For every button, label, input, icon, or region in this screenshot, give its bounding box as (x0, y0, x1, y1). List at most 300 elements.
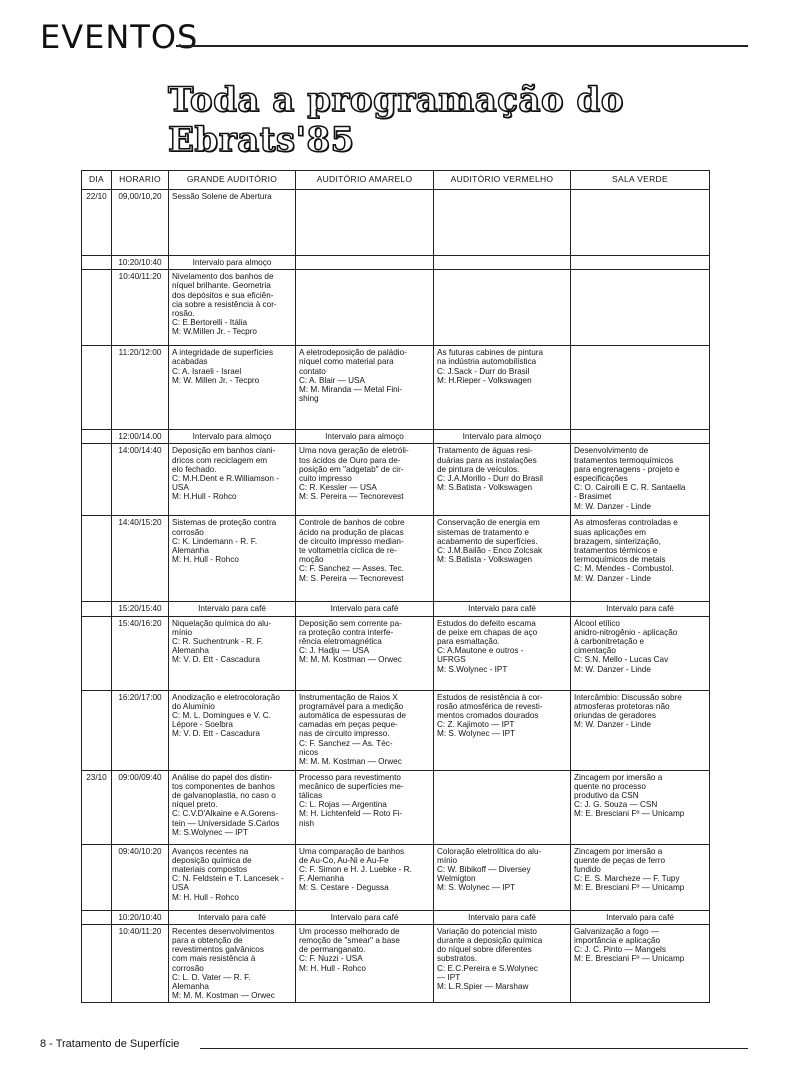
session-line: USA (172, 483, 189, 493)
session-cell-verde (571, 770, 710, 844)
session-line: rosão atmosférica de revesti- (437, 701, 543, 711)
session-line: corrosão (172, 963, 204, 973)
session-line: Sistemas de proteção contra (172, 518, 277, 528)
session-line: mínio (172, 627, 193, 637)
time-cell: 10:20/10:40 (112, 910, 169, 924)
section-rule (176, 45, 748, 47)
session-line: substratos. (437, 954, 478, 964)
day-cell (82, 690, 112, 770)
session-line: M: E. Bresciani Fº — Unicamp (574, 809, 685, 819)
session-line: cimentação (574, 646, 616, 656)
session-line: C: M. L. Domingues e V. C. (172, 710, 271, 720)
session-line: Tratamento de águas resi- (437, 446, 533, 456)
session-cell-vermelho (434, 190, 571, 256)
session-line: para esmaltação. (437, 636, 500, 646)
session-cell-verde (571, 616, 710, 690)
session-line: Deposição em banhos ciani- (172, 446, 276, 456)
session-cell-verde (571, 844, 710, 910)
time-cell: 10:40/11:20 (112, 924, 169, 1003)
session-cell-amarelo (296, 190, 434, 256)
session-line: M: S. Pereira — Tecnorevest (299, 492, 404, 502)
session-line: Intervalo para almoço (462, 432, 542, 442)
session-line: Intervalo para café (468, 604, 536, 614)
table-row (82, 430, 710, 444)
session-line: de circuito impresso median- (299, 536, 404, 546)
session-line: tos ácidos de Ouro para de- (299, 455, 401, 465)
session-line: tálicas (299, 790, 323, 800)
session-line: C: E.C.Pereira e S.Wolynec (437, 963, 538, 973)
session-line: quente de peças de ferro (574, 855, 666, 865)
session-cell-vermelho (434, 270, 571, 346)
session-cell-verde (571, 444, 710, 516)
session-line: tos componentes de banhos (172, 781, 275, 791)
session-line: Nivelamento dos banhos de (172, 272, 274, 282)
session-cell-vermelho (434, 430, 571, 444)
session-cell-vermelho (434, 444, 571, 516)
session-line: C: F. Sanchez — As. Téc- (299, 738, 393, 748)
session-line: suas aplicações em (574, 527, 646, 537)
session-cell-grande (169, 616, 296, 690)
footer-text: 8 - Tratamento de Superfície (40, 1038, 180, 1050)
session-line: Análise do papel dos distin- (172, 772, 273, 782)
session-line: cia sobre a resistência à cor- (172, 299, 277, 309)
session-line: M: S.Wolynec - IPT (437, 664, 508, 674)
session-line: Um processo melhorado de (299, 926, 400, 936)
session-line: M: V. D. Ett - Cascadura (172, 655, 260, 665)
session-line: materiais compostos (172, 864, 248, 874)
session-line: contato (299, 366, 326, 376)
session-line: Sessão Solene de Abertura (172, 192, 272, 201)
day-cell (82, 844, 112, 910)
session-line: M: M. M. Kostman — Orwec (299, 655, 402, 665)
session-cell-amarelo (296, 910, 434, 924)
session-line: posição em "adgetab" de cir- (299, 464, 404, 474)
session-line: shing (299, 394, 319, 404)
schedule-table (81, 170, 710, 1003)
session-line: C: S.N. Mello - Lucas Cav (574, 655, 669, 665)
time-cell: 10:40/11:20 (112, 270, 169, 346)
session-line: oriundas de geradores (574, 710, 656, 720)
session-line: do Alumínio (172, 701, 215, 711)
day-cell (82, 924, 112, 1003)
session-cell-vermelho (434, 910, 571, 924)
session-line: Recentes desenvolvimentos (172, 926, 275, 936)
time-cell: 10:20/10:40 (112, 256, 169, 270)
session-line: M: M. Miranda — Metal Fini- (299, 384, 403, 394)
session-line: remoção de "smear" a base (299, 935, 400, 945)
day-cell (82, 346, 112, 430)
session-line: quente no processo (574, 781, 646, 791)
session-line: para a obtenção de (172, 935, 243, 945)
session-line: deposição química de (172, 855, 252, 865)
session-line: corrosão (172, 527, 204, 537)
day-cell: 23/10 (82, 770, 112, 844)
session-cell-vermelho (434, 770, 571, 844)
day-cell (82, 444, 112, 516)
session-line: C: W. Bibikoff — Diversey (437, 864, 531, 874)
table-row (82, 924, 710, 1003)
time-cell: 09:40/10:20 (112, 844, 169, 910)
session-line: M: W.Millen Jr. - Tecpro (172, 327, 257, 337)
time-cell: 09:00/09:40 (112, 770, 169, 844)
session-line: M: H.Hull - Rohco (172, 492, 237, 502)
session-cell-verde (571, 910, 710, 924)
session-line: automática de espessuras de (299, 710, 406, 720)
session-line: C: N. Feldstein e T. Lancesek - (172, 874, 284, 884)
time-cell: 12:00/14.00 (112, 430, 169, 444)
session-line: — IPT (437, 972, 461, 982)
session-line: M: M. M. Kostman — Orwec (299, 756, 402, 766)
session-line: Lépore - Soelbra (172, 720, 233, 730)
session-line: dos depósitos e sua eficiên- (172, 290, 274, 300)
session-line: ra proteção contra interfe- (299, 627, 394, 637)
session-line: de peixe em chapas de aço (437, 627, 538, 637)
session-cell-grande (169, 516, 296, 602)
session-line: Avanços recentes na (172, 846, 249, 856)
day-cell: 22/10 (82, 190, 112, 256)
session-cell-verde (571, 924, 710, 1003)
session-line: Alemanha (172, 981, 209, 991)
session-line: Processo para revestimento (299, 772, 401, 782)
session-cell-amarelo (296, 602, 434, 616)
session-line: de galvanoplastia, no caso o (172, 790, 276, 800)
page-title: Toda a programação do Ebrats'85 (168, 80, 624, 160)
session-line: Zincagem por imersão a (574, 772, 663, 782)
session-line: Intervalo para café (198, 604, 266, 614)
session-line: Uma nova geração de eletróli- (299, 446, 409, 456)
session-cell-amarelo (296, 616, 434, 690)
session-line: Controle de banhos de cobre (299, 518, 405, 528)
session-cell-vermelho (434, 516, 571, 602)
session-line: atmosferas protetoras não (574, 701, 670, 711)
session-cell-grande (169, 444, 296, 516)
day-cell (82, 430, 112, 444)
session-cell-vermelho (434, 924, 571, 1003)
session-line: M: S.Wolynec — IPT (172, 827, 248, 837)
session-line: M: S.Batista - Volkswagen (437, 555, 533, 565)
footer-rule (200, 1048, 748, 1049)
session-line: com mais resistência à (172, 954, 256, 964)
session-line: C: F. Nuzzi - USA (299, 954, 363, 964)
column-header-grande-auditorio: GRANDE AUDITÓRIO (169, 171, 296, 190)
session-cell-amarelo (296, 770, 434, 844)
session-cell-amarelo (296, 430, 434, 444)
session-cell-grande (169, 924, 296, 1003)
session-line: Estudos do defeito escama (437, 618, 536, 628)
session-line: M: W. Danzer - Linde (574, 573, 651, 583)
session-line: Intervalo para café (606, 604, 674, 614)
session-line: programável para a medição (299, 701, 404, 711)
session-cell-grande (169, 346, 296, 430)
session-line: C: R. Suchentrunk - R. F. (172, 636, 264, 646)
session-line: nicos (299, 747, 319, 757)
session-line: acabamento de superfícies. (437, 536, 538, 546)
table-row (82, 616, 710, 690)
section-header (40, 18, 748, 58)
session-cell-verde (571, 516, 710, 602)
column-header-horario: HORARIO (112, 171, 169, 190)
session-cell-amarelo (296, 516, 434, 602)
session-line: C: J. G. Souza — CSN (574, 800, 658, 810)
session-cell-grande (169, 844, 296, 910)
time-cell: 15:40/16:20 (112, 616, 169, 690)
session-line: C: K. Lindemann - R. F. (172, 536, 258, 546)
session-line: ácido na produção de placas (299, 527, 404, 537)
session-cell-grande (169, 270, 296, 346)
session-line: A eletrodeposição de paládio- (299, 348, 407, 358)
session-cell-verde (571, 256, 710, 270)
table-row (82, 346, 710, 430)
session-cell-amarelo (296, 924, 434, 1003)
session-line: mentos cromados dourados (437, 710, 539, 720)
session-line: Conservação de energia em (437, 518, 540, 528)
time-cell: 14:40/15:20 (112, 516, 169, 602)
session-line: mecânico de superfícies me- (299, 781, 404, 791)
table-row (82, 844, 710, 910)
session-cell-verde (571, 190, 710, 256)
column-header-auditorio-amarelo: AUDITÓRIO AMARELO (296, 171, 434, 190)
session-line: C: F. Simon e H. J. Luebke - R. (299, 864, 412, 874)
column-header-dia: DIA (82, 171, 112, 190)
session-cell-verde (571, 346, 710, 430)
session-line: do níquel sobre diferentes (437, 945, 532, 955)
session-line: M: M. M. Kostman — Orwec (172, 991, 275, 1001)
session-line: acabadas (172, 357, 208, 367)
table-header-row (82, 171, 710, 190)
table-row (82, 190, 710, 256)
schedule-body (82, 190, 710, 1003)
day-cell (82, 270, 112, 346)
session-line: M: W. Millen Jr. - Tecpro (172, 375, 260, 385)
column-header-sala-verde: SALA VERDE (571, 171, 710, 190)
session-line: tratamentos térmicos e (574, 545, 658, 555)
session-cell-amarelo (296, 690, 434, 770)
session-line: rosão. (172, 308, 195, 318)
session-line: fundido (574, 864, 601, 874)
session-line: C: A. Israeli - Israel (172, 366, 242, 376)
session-line: níquel preto. (172, 800, 218, 810)
session-cell-amarelo (296, 444, 434, 516)
session-line: Uma comparação de banhos (299, 846, 405, 856)
session-line: sistemas de tratamento e (437, 527, 529, 537)
session-line: de pintura de veículos. (437, 464, 520, 474)
day-cell (82, 602, 112, 616)
session-line: te voltametria cíclica de re- (299, 545, 397, 555)
section-label: EVENTOS (40, 18, 199, 56)
session-line: Estudos de resistência à cor- (437, 692, 543, 702)
session-cell-grande (169, 430, 296, 444)
session-line: M: L.R.Spier — Marshaw (437, 981, 529, 991)
session-line: Álcool etílico (574, 618, 620, 628)
session-line: M: S. Wolynec — IPT (437, 729, 516, 739)
session-line: Intervalo para café (468, 912, 536, 922)
session-line: Zincagem por imersão a (574, 846, 663, 856)
session-cell-vermelho (434, 844, 571, 910)
table-row (82, 444, 710, 516)
session-cell-grande (169, 190, 296, 256)
session-line: M: W. Danzer - Linde (574, 664, 651, 674)
day-cell (82, 910, 112, 924)
session-line: M: E. Bresciani Fº — Unicamp (574, 883, 685, 893)
column-header-auditorio-vermelho: AUDITÓRIO VERMELHO (434, 171, 571, 190)
session-line: USA (172, 883, 189, 893)
session-line: C: E.Bertorelli - Itália (172, 318, 248, 328)
session-line: produtivo da CSN (574, 790, 639, 800)
time-cell: 14:00/14:40 (112, 444, 169, 516)
session-line: C: J. C. Pinto — Mangels (574, 945, 666, 955)
session-line: cuito impresso (299, 473, 352, 483)
table-row (82, 602, 710, 616)
session-line: Intercâmbio: Discussão sobre (574, 692, 682, 702)
session-line: Desenvolvimento de (574, 446, 649, 456)
session-line: C: J.M.Bailão - Enco Zolcsak (437, 545, 543, 555)
session-line: C: F. Sanchez — Asses. Tec. (299, 564, 404, 574)
session-line: M: W. Danzer - Linde (574, 501, 651, 511)
session-line: à carbonitretação e (574, 636, 645, 646)
table-row (82, 770, 710, 844)
session-line: M: S. Pereira — Tecnorevest (299, 573, 404, 583)
session-line: Instrumentação de Raios X (299, 692, 398, 702)
session-line: C: R. Kessler — USA (299, 483, 377, 493)
session-line: M: H. Lichtenfeld — Roto Fi- (299, 809, 403, 819)
session-cell-grande (169, 690, 296, 770)
session-cell-verde (571, 270, 710, 346)
session-line: de Au-Co, Au-Ni e Au-Fe (299, 855, 389, 865)
session-line: rência eletromagnética (299, 636, 382, 646)
session-line: M: S. Wolynec — IPT (437, 883, 516, 893)
session-line: dricos com reciclagem em (172, 455, 268, 465)
session-line: Alemanha (172, 545, 209, 555)
session-line: Anodização e eletrocoloração (172, 692, 280, 702)
session-line: de permanganato. (299, 945, 366, 955)
session-line: A integridade de superfícies (172, 348, 274, 358)
session-line: Intervalo para café (330, 912, 399, 922)
session-cell-verde (571, 430, 710, 444)
session-cell-vermelho (434, 616, 571, 690)
session-line: C: Z. Kajimoto — IPT (437, 720, 515, 730)
table-row (82, 270, 710, 346)
session-line: Niquelação química do alu- (172, 618, 272, 628)
session-line: nish (299, 818, 315, 828)
session-cell-amarelo (296, 270, 434, 346)
session-line: Intervalo para café (606, 912, 674, 922)
session-line: termoquímicos de metais (574, 555, 666, 565)
day-cell (82, 256, 112, 270)
session-line: M: W. Danzer - Linde (574, 720, 651, 730)
session-line: camadas em peças peque- (299, 720, 398, 730)
session-line: M: S.Batista - Volkswagen (437, 483, 533, 493)
table-row (82, 516, 710, 602)
session-line: brazagem, sinterização, (574, 536, 661, 546)
session-line: durante a deposição química (437, 935, 543, 945)
session-line: Intervalo para almoço (192, 258, 272, 267)
session-cell-vermelho (434, 602, 571, 616)
session-line: C: L. D. Vater — R. F. (172, 972, 251, 982)
session-line: C: O. Cairolli E C. R. Santaella (574, 483, 686, 493)
session-line: C: A.Mautone e outros - (437, 646, 524, 656)
session-cell-vermelho (434, 690, 571, 770)
session-line: duárias para as instalações (437, 455, 537, 465)
session-line: C: J.Sack - Durr do Brasil (437, 366, 530, 376)
session-line: níquel como material para (299, 357, 394, 367)
session-cell-amarelo (296, 844, 434, 910)
session-line: Intervalo para café (198, 912, 266, 922)
session-line: mínio (437, 855, 458, 865)
session-line: M: H.Rieper - Volkswagen (437, 375, 532, 385)
session-line: M: H. Hull - Rohco (172, 892, 239, 902)
table-row (82, 256, 710, 270)
session-line: C: J.A.Morillo - Durr do Brasil (437, 473, 544, 483)
session-line: C: M. Mendes - Combustol. (574, 564, 674, 574)
session-line: As futuras cabines de pintura (437, 348, 544, 358)
session-cell-amarelo (296, 346, 434, 430)
session-line: para engrenagens - projeto e (574, 464, 680, 474)
session-line: M: S. Cestare - Degussa (299, 883, 389, 893)
session-line: C: E. S. Marcheze — F. Tupy (574, 874, 680, 884)
session-line: - Brasimet (574, 492, 612, 502)
session-line: na indústria automobilística (437, 357, 537, 367)
session-line: C: C.V.D'Alkaine e A.Gorens- (172, 809, 278, 819)
session-line: Intervalo para almoço (325, 432, 404, 442)
session-line: revestimentos galvânicos (172, 945, 264, 955)
session-cell-verde (571, 690, 710, 770)
session-line: Variação do potencial misto (437, 926, 537, 936)
session-line: As atmosferas controladas e (574, 518, 678, 528)
time-cell: 11:20/12:00 (112, 346, 169, 430)
time-cell: 09,00/10,20 (112, 190, 169, 256)
page-footer (40, 1038, 748, 1054)
session-cell-grande (169, 910, 296, 924)
session-cell-grande (169, 256, 296, 270)
session-cell-vermelho (434, 346, 571, 430)
table-row (82, 910, 710, 924)
session-line: UFRGS (437, 655, 466, 665)
session-line: tratamentos termoquímicos (574, 455, 674, 465)
session-cell-amarelo (296, 256, 434, 270)
session-cell-vermelho (434, 256, 571, 270)
session-line: importância e aplicação (574, 935, 661, 945)
session-line: M: E. Bresciani Fº — Unicamp (574, 954, 685, 964)
session-cell-verde (571, 602, 710, 616)
session-line: Intervalo para café (330, 604, 399, 614)
session-line: F. Alemanha (299, 874, 345, 884)
session-line: C: L. Rojas — Argentina (299, 800, 387, 810)
session-line: tein — Universidade S.Carlos (172, 818, 280, 828)
session-line: M: H. Hull - Rohco (172, 555, 239, 565)
session-cell-grande (169, 770, 296, 844)
time-cell: 16:20/17:00 (112, 690, 169, 770)
session-line: C: A. Blair — USA (299, 375, 365, 385)
session-line: Welmigton (437, 874, 476, 884)
session-line: anidro-nitrogênio - aplicação (574, 627, 678, 637)
time-cell: 15:20/15:40 (112, 602, 169, 616)
session-line: Galvanização a fogo — (574, 926, 660, 936)
session-line: Deposição sem corrente pa- (299, 618, 402, 628)
day-cell (82, 616, 112, 690)
table-row (82, 690, 710, 770)
session-line: nas de circuito impresso. (299, 729, 390, 739)
session-line: Alemanha (172, 646, 209, 656)
session-line: C: M.H.Dent e R.Williamson - (172, 473, 279, 483)
session-line: Coloração eletrolítica do alu- (437, 846, 542, 856)
session-line: níquel brilhante. Geometria (172, 281, 271, 291)
session-line: especificações (574, 473, 628, 483)
day-cell (82, 516, 112, 602)
session-line: moção (299, 555, 324, 565)
session-line: M: V. D. Ett - Cascadura (172, 729, 260, 739)
session-cell-grande (169, 602, 296, 616)
session-line: Intervalo para almoço (192, 432, 272, 442)
